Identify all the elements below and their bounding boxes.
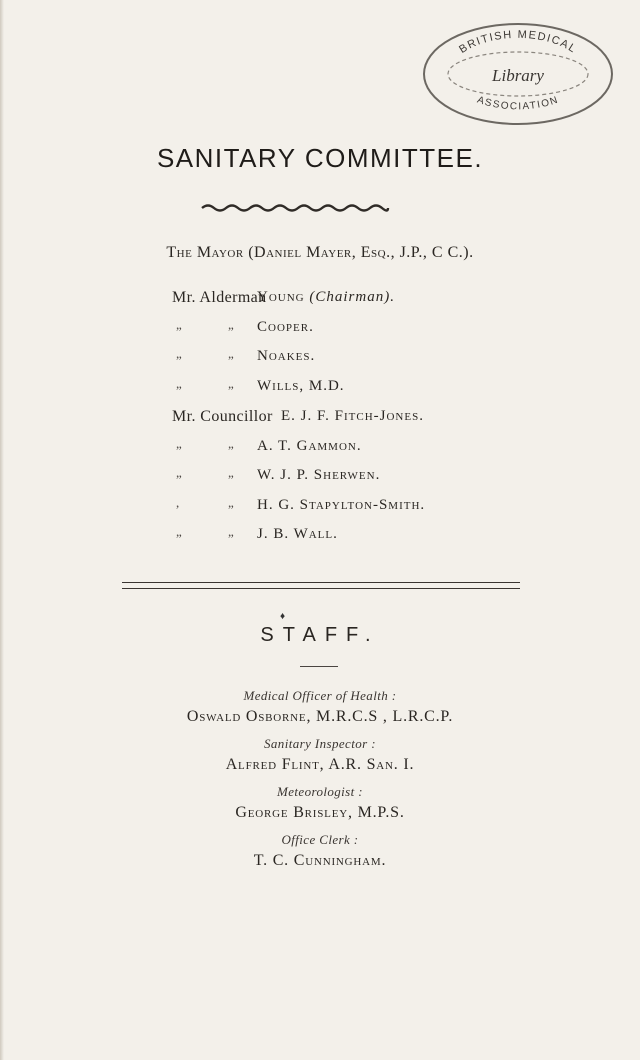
ditto-mark: „ [176, 465, 182, 480]
member-name: Noakes. [257, 348, 316, 364]
member-name: A. T. Gammon. [257, 437, 362, 454]
stamp-bottom-text: ASSOCIATION [475, 94, 561, 113]
staff-person-name: Oswald Osborne, M.R.C.S , L.R.C.P. [186, 708, 454, 725]
member-name: E. J. F. Fitch-Jones. [281, 408, 424, 424]
staff-person-name: Alfred Flint, A.R. San. I. [225, 756, 415, 773]
ditto-mark: „ [228, 375, 234, 391]
staff-person-name: George Brisley, M.P.S. [235, 804, 405, 821]
member-title-label: Mr. Alderman [172, 289, 267, 306]
mayor-line: The Mayor (Daniel Mayer, Esq., J.P., C C.). [166, 244, 474, 261]
staff-ornament-icon: ♦ [280, 611, 286, 622]
staff-heading: STAFF. [260, 624, 380, 646]
ditto-mark: „ [228, 435, 234, 451]
staff-office-title: Medical Officer of Health : [243, 688, 397, 703]
member-name: Wills, M.D. [257, 377, 345, 394]
staff-person-name: T. C. Cunningham. [253, 852, 387, 869]
page-title: SANITARY COMMITTEE. [156, 143, 484, 173]
ditto-mark: „ [228, 465, 234, 480]
library-stamp [418, 18, 618, 130]
stamp-top-text: BRITISH MEDICAL [457, 28, 579, 56]
divider-rule-top [122, 582, 520, 583]
title-flourish [200, 203, 390, 213]
staff-underline [300, 666, 338, 667]
ditto-mark: „ [176, 524, 182, 539]
ditto-mark: „ [228, 316, 234, 332]
member-name [257, 289, 395, 306]
staff-office-title: Meteorologist : [276, 784, 364, 799]
ditto-mark: „ [176, 375, 182, 391]
stamp-graphic [418, 18, 618, 130]
ditto-mark: „ [228, 346, 234, 361]
member-name: J. B. Wall. [257, 526, 338, 542]
staff-office-title: Office Clerk : [281, 832, 359, 847]
ditto-mark: „ [176, 316, 182, 332]
divider-rule-bottom [122, 588, 520, 589]
staff-office-title: Sanitary Inspector : [264, 736, 376, 751]
ditto-mark: „ [176, 346, 182, 361]
ditto-mark: „ [228, 524, 234, 539]
member-name: Cooper. [257, 318, 314, 335]
member-title-label: Mr. Councillor [172, 408, 273, 425]
member-name: W. J. P. Sherwen. [257, 467, 381, 483]
chairman-label: (Chairman). [309, 289, 395, 305]
ditto-mark: , [176, 494, 180, 510]
ditto-mark: „ [176, 435, 182, 451]
stamp-middle-text: Library [492, 66, 544, 85]
chairman-surname: Young [257, 289, 310, 305]
member-name: H. G. Stapylton-Smith. [257, 496, 426, 513]
ditto-mark: „ [228, 494, 234, 510]
svg-text:ASSOCIATION [476, 95, 561, 113]
